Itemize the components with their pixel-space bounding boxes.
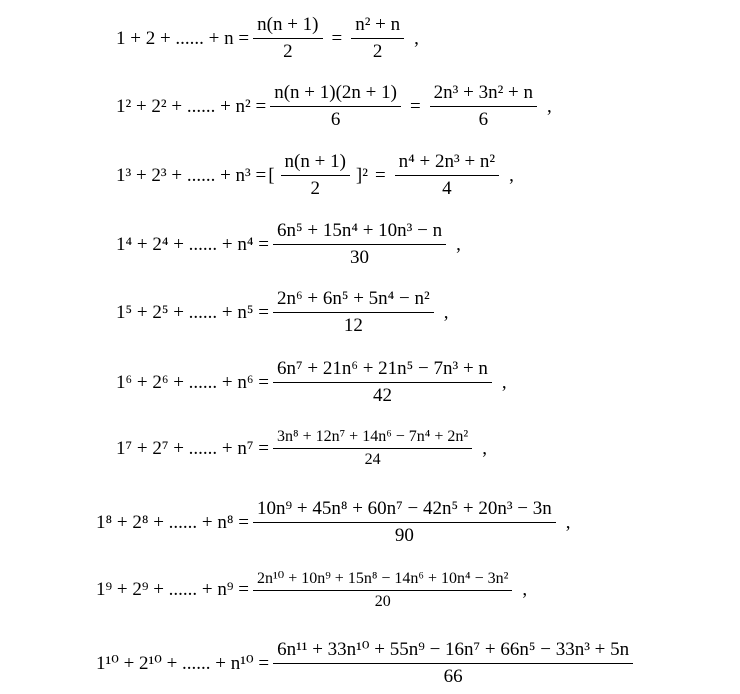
- equals-sign: =: [409, 95, 421, 117]
- denominator: 2: [283, 41, 293, 62]
- formula-row-1: [116, 14, 419, 63]
- lhs: 1⁸ + 2⁸ + ...... + n⁸ =: [96, 511, 249, 533]
- denominator: 20: [374, 593, 391, 610]
- lhs: 1 + 2 + ...... + n =: [116, 27, 250, 49]
- numerator: 6n¹¹ + 33n¹⁰ + 55n⁹ − 16n⁷ + 66n⁵ − 33n³ + 5n: [273, 638, 633, 664]
- lhs: 1⁷ + 2⁷ + ...... + n⁷ =: [116, 437, 269, 459]
- denominator: 6: [478, 109, 489, 130]
- lhs: 1⁴ + 2⁴ + ...... + n⁴ =: [116, 233, 269, 255]
- separator: ,: [522, 578, 528, 600]
- denominator: 2: [310, 178, 320, 199]
- lhs: 1² + 2² + ...... + n² =: [116, 95, 267, 117]
- separator: ,: [501, 371, 507, 393]
- formula-row-4: [116, 220, 461, 269]
- numerator: n(n + 1)(2n + 1): [270, 82, 401, 107]
- denominator: 4: [442, 178, 452, 199]
- lhs: 1⁶ + 2⁶ + ...... + n⁶ =: [116, 371, 269, 393]
- fraction: [273, 220, 446, 269]
- fraction: [253, 14, 322, 63]
- fraction: [270, 82, 401, 131]
- separator: ,: [547, 95, 552, 117]
- separator: ,: [482, 437, 487, 459]
- separator: ,: [565, 511, 571, 533]
- separator: ,: [443, 301, 449, 323]
- numerator: 2n¹⁰ + 10n⁹ + 15n⁸ − 14n⁶ + 10n⁴ − 3n²: [253, 568, 512, 591]
- fraction: [273, 638, 633, 688]
- numerator: 6n⁷ + 21n⁶ + 21n⁵ − 7n³ + n: [273, 358, 492, 383]
- fraction: [253, 568, 512, 611]
- denominator: 30: [350, 247, 370, 268]
- numerator: n(n + 1): [253, 14, 322, 39]
- lhs: 1⁹ + 2⁹ + ...... + n⁹ =: [96, 578, 249, 600]
- numerator: n² + n: [351, 14, 404, 39]
- lhs: 1³ + 2³ + ...... + n³ =: [116, 164, 267, 186]
- formula-row-2: [116, 82, 552, 131]
- fraction: [351, 14, 404, 63]
- formula-row-7: [116, 428, 487, 469]
- denominator: 24: [364, 451, 381, 468]
- denominator: 42: [372, 385, 392, 406]
- fraction: [273, 358, 492, 407]
- formula-row-5: [116, 288, 448, 337]
- formula-row-10: [96, 638, 637, 688]
- separator: ,: [509, 164, 514, 186]
- denominator: 2: [372, 41, 383, 62]
- fraction: [430, 82, 537, 131]
- formula-row-6: [116, 358, 507, 407]
- denominator: 66: [443, 666, 463, 687]
- separator: ,: [456, 233, 461, 255]
- formula-row-8: [96, 498, 571, 547]
- fraction: [273, 428, 472, 469]
- close-bracket-squared: ]²: [355, 164, 368, 186]
- numerator: 2n³ + 3n² + n: [430, 82, 537, 107]
- equals-sign: =: [331, 27, 343, 49]
- formula-row-9: [96, 568, 527, 611]
- numerator: n⁴ + 2n³ + n²: [395, 151, 499, 176]
- equals-sign: =: [374, 164, 386, 186]
- numerator: n(n + 1): [281, 151, 350, 176]
- denominator: 6: [330, 109, 341, 130]
- fraction: [395, 151, 499, 200]
- numerator: 10n⁹ + 45n⁸ + 60n⁷ − 42n⁵ + 20n³ − 3n: [253, 498, 556, 523]
- fraction: [273, 288, 434, 337]
- numerator: 2n⁶ + 6n⁵ + 5n⁴ − n²: [273, 288, 434, 313]
- denominator: 12: [343, 315, 363, 336]
- denominator: 90: [394, 525, 414, 546]
- open-bracket: [: [268, 164, 275, 186]
- numerator: 3n⁸ + 12n⁷ + 14n⁶ − 7n⁴ + 2n²: [273, 428, 472, 449]
- formula-row-3: [116, 151, 514, 200]
- numerator: 6n⁵ + 15n⁴ + 10n³ − n: [273, 220, 446, 245]
- fraction: [253, 498, 556, 547]
- lhs: 1⁵ + 2⁵ + ...... + n⁵ =: [116, 301, 269, 323]
- fraction: [281, 151, 350, 200]
- lhs: 1¹⁰ + 2¹⁰ + ...... + n¹⁰ =: [96, 652, 270, 674]
- separator: ,: [414, 27, 419, 49]
